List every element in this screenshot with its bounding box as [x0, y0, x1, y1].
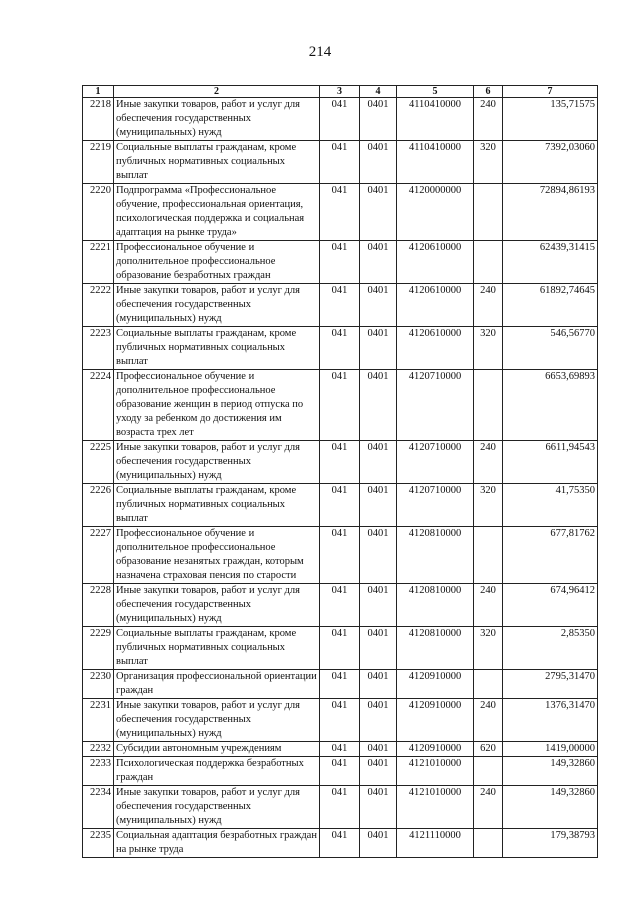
row-vr: 620	[474, 742, 503, 757]
row-section: 0401	[360, 742, 397, 757]
header-cell-num: 1	[83, 86, 114, 98]
header-cell-article: 5	[397, 86, 474, 98]
row-sum: 2795,31470	[503, 670, 598, 699]
row-number: 2233	[83, 757, 114, 786]
budget-table	[82, 85, 598, 858]
row-article: 4110410000	[397, 141, 474, 184]
row-article: 4120810000	[397, 584, 474, 627]
table-row	[83, 327, 598, 370]
row-section: 0401	[360, 527, 397, 584]
row-code: 041	[320, 441, 360, 484]
row-sum: 546,56770	[503, 327, 598, 370]
row-name: Иные закупки товаров, работ и услуг для обеспечения государственных (муниципальных) нужд	[114, 284, 320, 327]
row-article: 4120910000	[397, 699, 474, 742]
row-section: 0401	[360, 370, 397, 441]
row-vr	[474, 670, 503, 699]
table-body	[83, 98, 598, 858]
row-name: Профессиональное обучение и дополнительное профессиональное образование незанятых граждан, которым назначена страховая пенсия по старости	[114, 527, 320, 584]
row-vr	[474, 829, 503, 858]
row-vr: 240	[474, 284, 503, 327]
table-row	[83, 670, 598, 699]
row-number: 2223	[83, 327, 114, 370]
row-section: 0401	[360, 98, 397, 141]
row-number: 2226	[83, 484, 114, 527]
row-section: 0401	[360, 141, 397, 184]
row-vr	[474, 757, 503, 786]
row-name: Профессиональное обучение и дополнительное профессиональное образование безработных граждан	[114, 241, 320, 284]
table-row	[83, 829, 598, 858]
row-number: 2225	[83, 441, 114, 484]
table-row	[83, 742, 598, 757]
row-sum: 149,32860	[503, 786, 598, 829]
row-section: 0401	[360, 327, 397, 370]
row-code: 041	[320, 284, 360, 327]
row-section: 0401	[360, 241, 397, 284]
row-number: 2230	[83, 670, 114, 699]
row-article: 4120610000	[397, 327, 474, 370]
row-code: 041	[320, 829, 360, 858]
row-vr	[474, 241, 503, 284]
row-sum: 179,38793	[503, 829, 598, 858]
table-row	[83, 141, 598, 184]
row-name: Организация профессиональной ориентации граждан	[114, 670, 320, 699]
row-article: 4120710000	[397, 441, 474, 484]
row-article: 4121010000	[397, 757, 474, 786]
row-vr	[474, 527, 503, 584]
row-sum: 135,71575	[503, 98, 598, 141]
row-code: 041	[320, 484, 360, 527]
header-cell-name: 2	[114, 86, 320, 98]
row-code: 041	[320, 670, 360, 699]
row-vr: 320	[474, 141, 503, 184]
row-article: 4120910000	[397, 670, 474, 699]
row-article: 4120910000	[397, 742, 474, 757]
row-name: Социальные выплаты гражданам, кроме публичных нормативных социальных выплат	[114, 327, 320, 370]
row-sum: 62439,31415	[503, 241, 598, 284]
row-sum: 41,75350	[503, 484, 598, 527]
header-cell-sum: 7	[503, 86, 598, 98]
row-sum: 149,32860	[503, 757, 598, 786]
header-row	[83, 86, 598, 98]
row-code: 041	[320, 98, 360, 141]
header-cell-code: 3	[320, 86, 360, 98]
row-code: 041	[320, 370, 360, 441]
row-code: 041	[320, 627, 360, 670]
row-name: Социальные выплаты гражданам, кроме публичных нормативных социальных выплат	[114, 627, 320, 670]
row-vr: 240	[474, 584, 503, 627]
header-cell-vr: 6	[474, 86, 503, 98]
row-number: 2218	[83, 98, 114, 141]
row-article: 4120710000	[397, 484, 474, 527]
page-number: 214	[308, 44, 332, 60]
row-number: 2228	[83, 584, 114, 627]
row-vr: 240	[474, 441, 503, 484]
row-code: 041	[320, 184, 360, 241]
row-name: Профессиональное обучение и дополнительное профессиональное образование женщин в период отпуска по уходу за ребенком до достижения им возраста трех лет	[114, 370, 320, 441]
table-row	[83, 441, 598, 484]
row-code: 041	[320, 327, 360, 370]
row-code: 041	[320, 757, 360, 786]
row-section: 0401	[360, 184, 397, 241]
row-name: Социальные выплаты гражданам, кроме публичных нормативных социальных выплат	[114, 141, 320, 184]
row-article: 4110410000	[397, 98, 474, 141]
row-sum: 6611,94543	[503, 441, 598, 484]
row-number: 2224	[83, 370, 114, 441]
row-article: 4120610000	[397, 284, 474, 327]
row-article: 4120810000	[397, 627, 474, 670]
row-sum: 677,81762	[503, 527, 598, 584]
row-section: 0401	[360, 627, 397, 670]
row-code: 041	[320, 527, 360, 584]
row-sum: 1419,00000	[503, 742, 598, 757]
row-article: 4121010000	[397, 786, 474, 829]
row-code: 041	[320, 241, 360, 284]
row-sum: 61892,74645	[503, 284, 598, 327]
row-sum: 674,96412	[503, 584, 598, 627]
row-section: 0401	[360, 441, 397, 484]
table-row	[83, 184, 598, 241]
row-code: 041	[320, 584, 360, 627]
row-section: 0401	[360, 284, 397, 327]
row-name: Социальные выплаты гражданам, кроме публичных нормативных социальных выплат	[114, 484, 320, 527]
row-code: 041	[320, 141, 360, 184]
row-vr: 320	[474, 627, 503, 670]
row-sum: 2,85350	[503, 627, 598, 670]
table-row	[83, 484, 598, 527]
row-section: 0401	[360, 699, 397, 742]
row-section: 0401	[360, 584, 397, 627]
row-number: 2219	[83, 141, 114, 184]
row-section: 0401	[360, 757, 397, 786]
table-row	[83, 284, 598, 327]
row-name: Иные закупки товаров, работ и услуг для обеспечения государственных (муниципальных) нужд	[114, 786, 320, 829]
row-vr	[474, 184, 503, 241]
row-vr: 240	[474, 786, 503, 829]
row-sum: 1376,31470	[503, 699, 598, 742]
row-section: 0401	[360, 786, 397, 829]
row-name: Иные закупки товаров, работ и услуг для обеспечения государственных (муниципальных) нужд	[114, 584, 320, 627]
row-vr: 320	[474, 327, 503, 370]
row-name: Психологическая поддержка безработных граждан	[114, 757, 320, 786]
row-name: Иные закупки товаров, работ и услуг для обеспечения государственных (муниципальных) нужд	[114, 441, 320, 484]
row-number: 2222	[83, 284, 114, 327]
table-row	[83, 786, 598, 829]
row-vr	[474, 370, 503, 441]
row-article: 4120610000	[397, 241, 474, 284]
row-name: Иные закупки товаров, работ и услуг для обеспечения государственных (муниципальных) нужд	[114, 98, 320, 141]
row-article: 4121110000	[397, 829, 474, 858]
row-sum: 72894,86193	[503, 184, 598, 241]
row-sum: 6653,69893	[503, 370, 598, 441]
row-number: 2221	[83, 241, 114, 284]
table-row	[83, 627, 598, 670]
row-section: 0401	[360, 829, 397, 858]
row-section: 0401	[360, 484, 397, 527]
row-number: 2220	[83, 184, 114, 241]
row-sum: 7392,03060	[503, 141, 598, 184]
row-vr: 240	[474, 98, 503, 141]
row-section: 0401	[360, 670, 397, 699]
table-row	[83, 584, 598, 627]
table-row	[83, 699, 598, 742]
row-name: Субсидии автономным учреждениям	[114, 742, 320, 757]
row-number: 2227	[83, 527, 114, 584]
row-number: 2234	[83, 786, 114, 829]
table-row	[83, 757, 598, 786]
row-code: 041	[320, 742, 360, 757]
table-row	[83, 241, 598, 284]
table-row	[83, 98, 598, 141]
table-row	[83, 370, 598, 441]
row-vr: 320	[474, 484, 503, 527]
row-number: 2231	[83, 699, 114, 742]
row-article: 4120710000	[397, 370, 474, 441]
row-article: 4120810000	[397, 527, 474, 584]
row-number: 2229	[83, 627, 114, 670]
row-code: 041	[320, 699, 360, 742]
table-row	[83, 527, 598, 584]
row-name: Иные закупки товаров, работ и услуг для обеспечения государственных (муниципальных) нужд	[114, 699, 320, 742]
row-number: 2235	[83, 829, 114, 858]
row-number: 2232	[83, 742, 114, 757]
row-vr: 240	[474, 699, 503, 742]
row-article: 4120000000	[397, 184, 474, 241]
row-name: Социальная адаптация безработных граждан на рынке труда	[114, 829, 320, 858]
header-cell-section: 4	[360, 86, 397, 98]
row-name: Подпрограмма «Профессиональное обучение, профессиональная ориентация, психологическая поддержка и социальная адаптация на рынке труда»	[114, 184, 320, 241]
row-code: 041	[320, 786, 360, 829]
